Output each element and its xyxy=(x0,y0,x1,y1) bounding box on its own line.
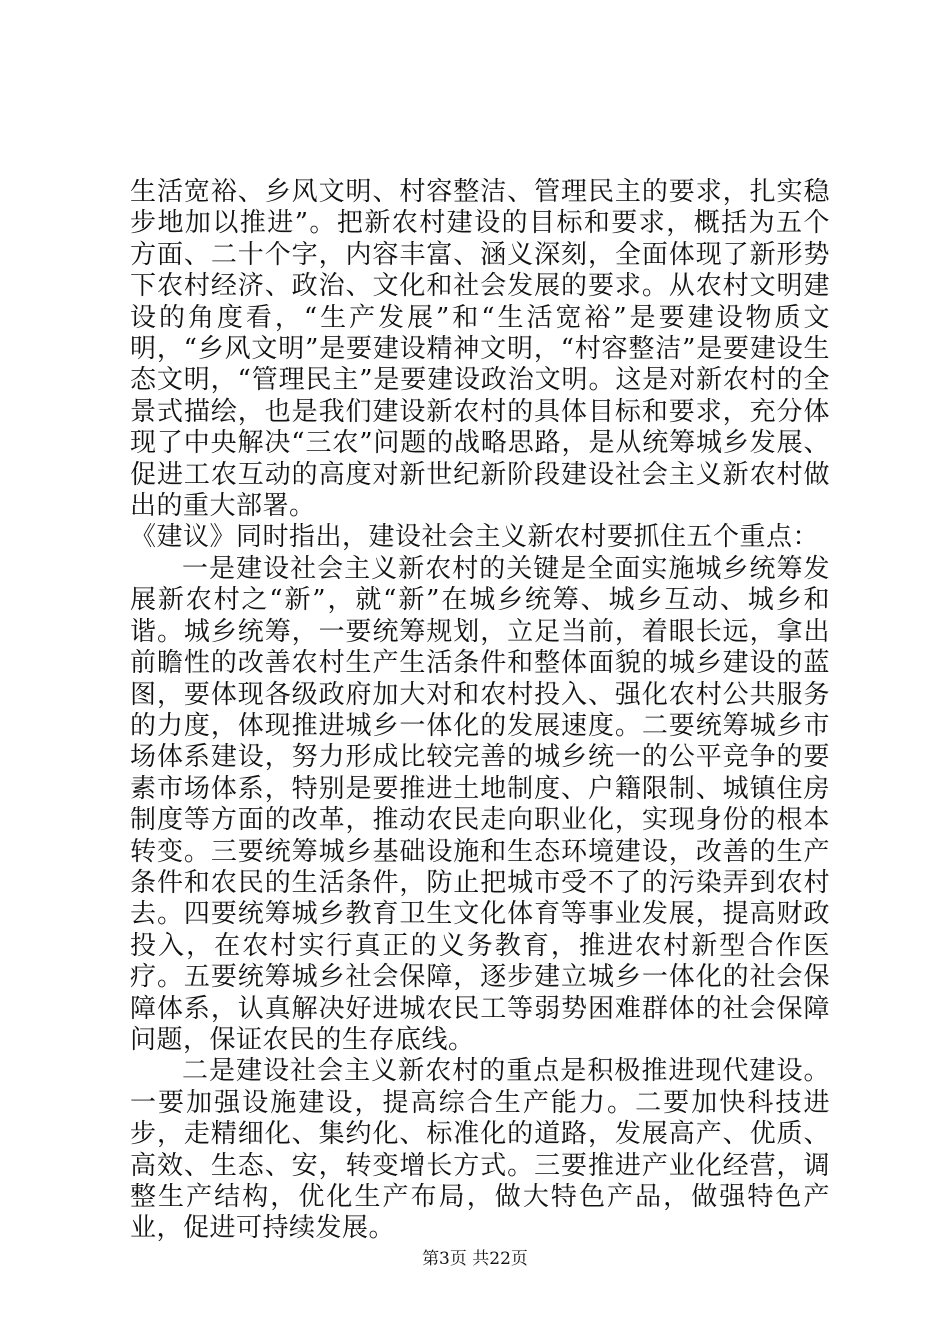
page-number-footer: 第3页 共22页 xyxy=(422,1249,528,1269)
paragraph-2: 《建议》同时指出，建设社会主义新农村要抓住五个重点： xyxy=(130,522,820,553)
paragraph-4: 二是建设社会主义新农村的重点是积极推进现代建设。一要加强设施建设，提高综合生产能力。二要加快科技进步，走精细化、集约化、标准化的道路，发展高产、优质、高效、生态、安，转变增长方式。三要推进产业化经营，调整生产结构，优化生产布局，做大特色产品，做强特色产业，促进可持续发展。 xyxy=(130,1056,830,1244)
document-body xyxy=(130,177,830,1245)
paragraph-3: 一是建设社会主义新农村的关键是全面实施城乡统筹发展新农村之“新”，就“新”在城乡统筹、城乡互动、城乡和谐。城乡统筹，一要统筹规划，立足当前，着眼长远，拿出前瞻性的改善农村生产生活条件和整体面貌的城乡建设的蓝图，要体现各级政府加大对和农村投入、强化农村公共服务的力度，体现推进城乡一体化的发展速度。二要统筹城乡市场体系建设，努力形成比较完善的城乡统一的公平竞争的要素市场体系，特别是要推进土地制度、户籍限制、城镇住房制度等方面的改革，推动农民走向职业化，实现身份的根本转变。三要统筹城乡基础设施和生态环境建设，改善的生产条件和农民的生活条件，防止把城市受不了的污染弄到农村去。四要统筹城乡教育卫生文化体育等事业发展，提高财政投入，在农村实行真正的义务教育，推进农村新型合作医疗。五要统筹城乡社会保障，逐步建立城乡一体化的社会保障体系，认真解决好进城农民工等弱势困难群体的社会保障问题，保证农民的生存底线。 xyxy=(130,553,830,1055)
paragraph-1: 生活宽裕、乡风文明、村容整洁、管理民主的要求，扎实稳步地加以推进”。把新农村建设的目标和要求，概括为五个方面、二十个字，内容丰富、涵义深刻，全面体现了新形势下农村经济、政治、文化和社会发展的要求。从农村文明建设的角度看，“生产发展”和“生活宽裕”是要建设物质文明，“乡风文明”是要建设精神文明，“村容整洁”是要建设生态文明，“管理民主”是要建设政治文明。这是对新农村的全景式描绘，也是我们建设新农村的具体目标和要求，充分体现了中央解决“三农”问题的战略思路，是从统筹城乡发展、促进工农互动的高度对新世纪新阶段建设社会主义新农村做出的重大部署。 xyxy=(130,177,830,522)
